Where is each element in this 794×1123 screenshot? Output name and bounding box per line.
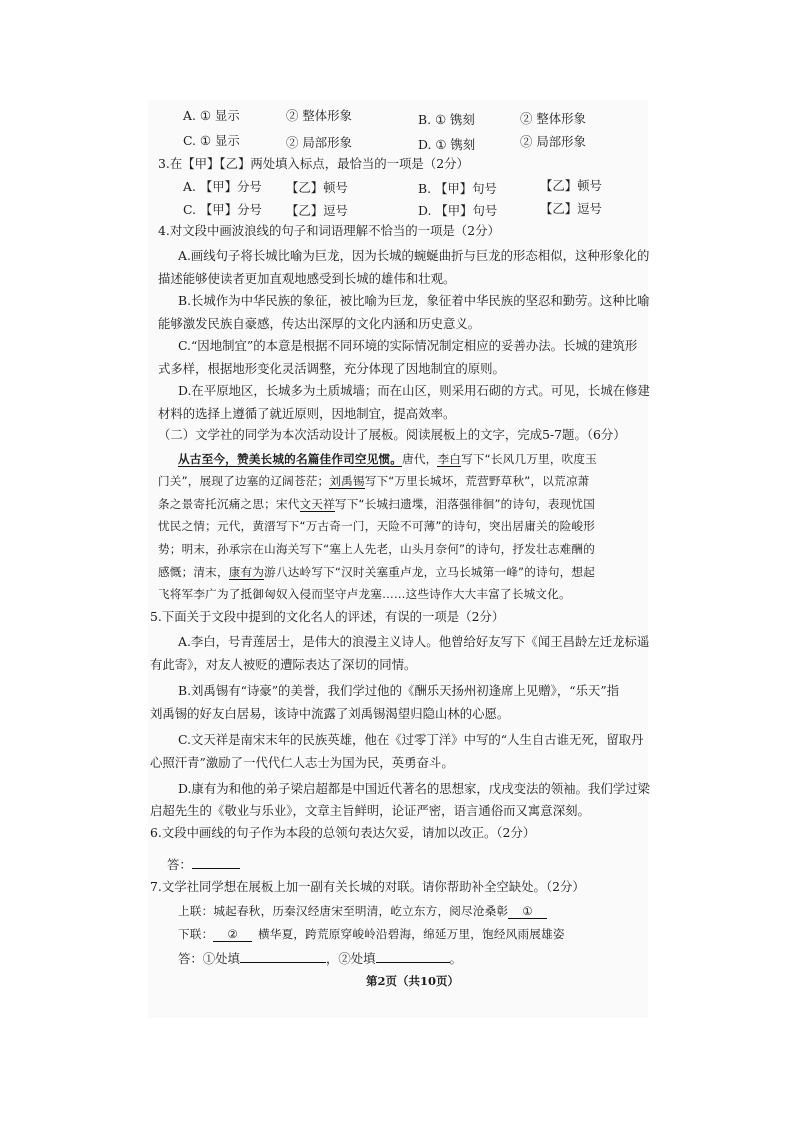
q7-answer-row (178, 950, 462, 967)
q2-option-c-second: ② 局部形象 (286, 135, 352, 150)
passage-line-2 (158, 473, 589, 489)
poet-liu-yuxi: 刘禹锡 (329, 474, 365, 488)
q6-stem: 6.文段中画线的句子作为本段的总领句表达欠妥，请加以改正。（2分） (150, 825, 536, 840)
q4-stem: 4.对文段中画波浪线的句子和词语理解不恰当的一项是（2分） (158, 223, 500, 238)
q4-option-a-line1: A.画线句子将长城比喻为巨龙，因为长城的蜿蜒曲折与巨龙的形态相似，这种形象化的 (178, 248, 650, 263)
page-number: 第2页（共10页） (366, 974, 460, 988)
q2-option-b-second: ② 整体形象 (520, 111, 586, 126)
q3-option-c: C. 【甲】分号 (183, 202, 262, 217)
passage-l2-b: 写下“万里长城坏，荒营野草秋”，以荒凉萧 (364, 474, 590, 488)
q3-option-a-second: 【乙】顿号 (286, 180, 348, 195)
q2-option-d: D. ① 镌刻 (418, 137, 476, 152)
q2-option-c: C. ① 显示 (183, 133, 240, 148)
q5-option-d-line2: 启超先生的《敬业与乐业》，文章主旨鲜明，论证严密，语言通俗而又寓意深刻。 (150, 803, 590, 818)
q3-option-a: A. 【甲】分号 (183, 179, 262, 194)
q2-option-d-second: ② 局部形象 (520, 134, 586, 149)
passage-l1-a: 唐代， (402, 452, 438, 466)
q4-option-b-line2: 能够激发民族自豪感，传达出深厚的文化内涵和历史意义。 (158, 316, 481, 331)
q7-answer-b: ，②处填 (325, 951, 376, 966)
q7-lower-text: 横华夏，跨荒原穿峻岭沿碧海，绵延万里，饱经风雨展雄姿 (257, 927, 565, 941)
q5-option-b-line2: 刘禹锡的好友白居易，该诗中流露了刘禹锡渴望归隐山林的心愿。 (150, 706, 510, 721)
q7-upper-blank[interactable]: ① (508, 904, 547, 919)
poet-li-bai: 李白 (437, 452, 462, 466)
q3-option-b-second: 【乙】顿号 (540, 178, 602, 193)
q5-option-d-line1: D.康有为和他的弟子梁启超都是中国近代著名的思想家，戊戌变法的领袖。我们学过梁 (178, 781, 650, 796)
q5-option-b-line1: B.刘禹锡有“诗豪”的美誉，我们学过他的《酬乐天扬州初逢席上见赠》，“乐天”指 (178, 683, 620, 698)
q7-lower-couplet (178, 926, 565, 942)
q7-answer-blank-1[interactable] (240, 950, 326, 963)
q3-stem: 3.在【甲】【乙】两处填入标点，最恰当的一项是（2分） (158, 156, 469, 171)
poet-wen-tianxiang: 文天祥 (299, 497, 335, 511)
q2-option-a-second: ② 整体形象 (286, 108, 352, 123)
q3-option-d: D. 【甲】句号 (418, 203, 498, 218)
q5-option-a-line1: A.李白，号青莲居士，是伟大的浪漫主义诗人。他曾给好友写下《闻王昌龄左迁龙标遥 (178, 634, 650, 649)
q7-lower-blank[interactable]: ② (213, 927, 252, 942)
passage-topic-sentence: 从古至今，赞美长城的名篇佳作司空见惯。 (178, 452, 403, 466)
q3-option-c-second: 【乙】逗号 (286, 203, 348, 218)
q7-answer-blank-2[interactable] (376, 950, 450, 963)
poet-kang-youwei: 康有为 (228, 565, 265, 579)
passage-line-6 (158, 564, 595, 580)
q7-upper-label: 上联： (178, 904, 214, 918)
q7-stem: 7.文学社同学想在展板上加一副有关长城的对联。请你帮助补全空缺处。（2分） (150, 879, 585, 894)
passage-line-7: 飞将军李广为了抵御匈奴入侵而坚守卢龙塞……这些诗作大大丰富了长城文化。 (158, 587, 571, 601)
q7-upper-couplet (178, 903, 547, 919)
q7-answer-end: 。 (449, 951, 462, 966)
q5-stem: 5.下面关于文段中提到的文化名人的评述，有误的一项是（2分） (150, 609, 505, 624)
q4-option-b-line1: B.长城作为中华民族的象征，被比喻为巨龙，象征着中华民族的坚忍和勤劳。这种比喻 (178, 293, 650, 308)
q4-option-c-line2: 式多样，根据地形变化灵活调整，充分体现了因地制宜的原则。 (158, 361, 505, 376)
q7-answer-a: 答：①处填 (178, 951, 240, 966)
passage-l3-a: 条之景寄托沉痛之思；宋代 (158, 497, 300, 511)
q7-lower-label: 下联： (178, 927, 214, 941)
section-two-intro: （二）文学社的同学为本次活动设计了展板。阅读展板上的文字，完成5-7题。（6分） (158, 427, 626, 442)
q4-option-d-line2: 材料的选择上遵循了就近原则，因地制宜，提高效率。 (158, 406, 456, 421)
passage-line-5: 势；明末，孙承宗在山海关写下“塞上人先老，山头月奈何”的诗句，抒发壮志难酬的 (158, 542, 595, 556)
q2-option-a: A. ① 显示 (183, 108, 240, 123)
q4-option-a-line2: 描述能够使读者更加直观地感受到长城的雄伟和壮观。 (158, 271, 456, 286)
passage-l6-a: 感慨；清末， (158, 565, 229, 579)
q6-answer-blank[interactable] (192, 856, 240, 869)
passage-l2-a: 门关”，展现了边塞的辽阔苍茫； (158, 474, 330, 488)
q3-option-d-second: 【乙】逗号 (540, 201, 602, 216)
q5-option-a-line2: 有此寄》，对友人被贬的遭际表达了深切的同情。 (150, 657, 417, 672)
q4-option-d-line1: D.在平原地区，长城多为土质城墙；而在山区，则采用石砌的方式。可见，长城在修建 (178, 383, 650, 398)
q6-answer-label: 答： (167, 857, 192, 872)
passage-line-4: 忧民之情；元代，黄溍写下“万古奇一门，天险不可薄”的诗句，突出居庸关的险峻形 (158, 519, 595, 533)
passage-l3-b: 写下“长城扫遗堞，泪落强徘徊”的诗句，表现忧国 (334, 497, 596, 511)
q5-option-c-line2: 心照汗青”激励了一代代仁人志士为国为民，英勇奋斗。 (150, 755, 454, 770)
passage-line-3 (158, 496, 595, 512)
q2-option-b: B. ① 镌刻 (418, 112, 475, 127)
passage-l6-b: 游八达岭写下“汉时关塞重卢龙，立马长城第一峰”的诗句，想起 (264, 565, 596, 579)
passage-l1-b: 写下“长风几万里，吹度玉 (461, 452, 598, 466)
q3-option-b: B. 【甲】句号 (418, 181, 497, 196)
q4-option-c-line1: C.“因地制宜”的本意是根据不同环境的实际情况制定相应的妥善办法。长城的建筑形 (178, 338, 638, 353)
passage-line-1 (178, 451, 597, 467)
q6-answer-row (167, 856, 240, 873)
q7-upper-text: 城起春秋，历秦汉经唐宋至明清，屹立东方，阅尽沧桑彰 (213, 904, 509, 918)
q5-option-c-line1: C.文天祥是南宋末年的民族英雄，他在《过零丁洋》中写的“人生自古谁无死，留取丹 (178, 732, 644, 747)
